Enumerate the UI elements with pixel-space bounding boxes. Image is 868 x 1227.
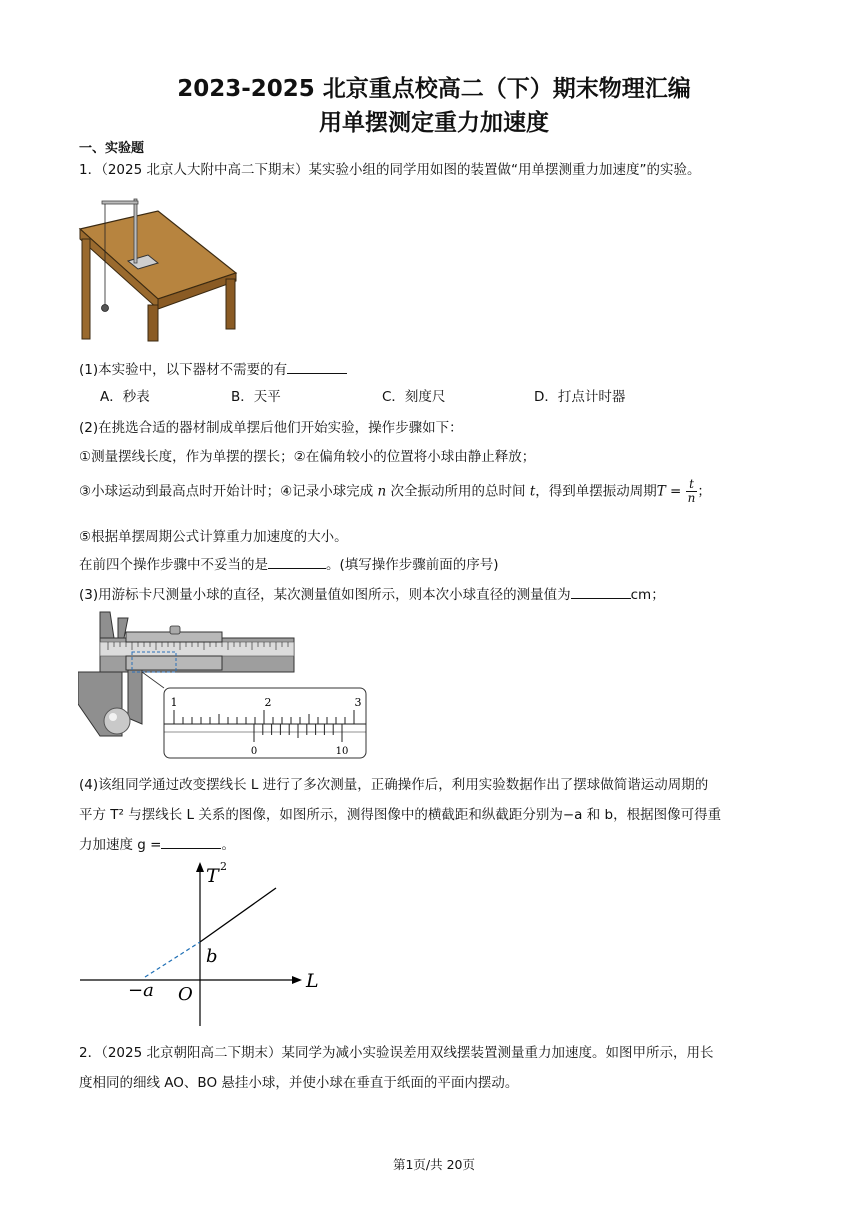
y-axis-label: T — [206, 865, 219, 887]
answer-blank-3[interactable] — [571, 585, 631, 599]
dashed-extension-line — [145, 942, 200, 977]
y-intercept-label: b — [206, 946, 218, 967]
option-b: B．天平 — [231, 389, 281, 405]
caliper-vernier-label-10: 10 — [335, 746, 349, 757]
q2-line2: 度相同的细线 AO、BO 悬挂小球，并使小球在垂直于纸面的平面内摆动。 — [79, 1075, 519, 1091]
q1-part4-line3: 力加速度 g = 。 — [79, 837, 235, 853]
option-d: D．打点计时器 — [534, 389, 626, 405]
page-footer: 第1页/共 20页 — [392, 1157, 476, 1172]
q2-line1: 2．（2025 北京朝阳高二下期末）某同学为减小实验误差用双线摆装置测量重力加速度。如图甲所示，用长 — [79, 1045, 714, 1061]
option-a: A．秒表 — [100, 389, 150, 405]
vernier-caliper-figure — [78, 608, 370, 760]
option-c: C．刻度尺 — [382, 389, 446, 405]
answer-blank-2[interactable] — [268, 555, 326, 569]
q1-steps-3-4: ③小球运动到最高点时开始计时；④记录小球完成 n 次全振动所用的总时间 t，得到单摆振动周期T = $\frac{t}{n}$ ； — [79, 477, 711, 505]
q1-part3: (3)用游标卡尺测量小球的直径，某次测量值如图所示，则本次小球直径的测量值为 cm； — [79, 587, 665, 603]
origin-label: O — [178, 984, 193, 1005]
y-axis-arrow — [196, 862, 204, 872]
q1-part4-line1: (4)该组同学通过改变摆线长 L 进行了多次测量，正确操作后，利用实验数据作出了摆球做简谐运动周期的 — [79, 777, 709, 793]
answer-blank-4[interactable] — [161, 835, 221, 849]
page-subtitle: 用单摆测定重力加速度 — [319, 110, 549, 136]
graph-line — [200, 888, 276, 942]
caliper-vernier-label-0: 0 — [250, 746, 258, 757]
t2-vs-l-graph — [78, 856, 328, 1028]
q1-steps-1-2: ①测量摆线长度，作为单摆的摆长；②在偏角较小的位置将小球由静止释放； — [79, 449, 536, 465]
section-heading: 一、实验题 — [79, 141, 145, 156]
q1-intro: 1．（2025 北京人大附中高二下期末）某实验小组的同学用如图的装置做“用单摆测重力加速度”的实验。 — [79, 162, 701, 178]
period-fraction: $\frac{t}{n}$ — [687, 477, 696, 505]
x-axis-arrow — [292, 976, 302, 984]
caliper-main-label-1: 1 — [170, 696, 178, 709]
q1-part2-question: 在前四个操作步骤中不妥当的是 。(填写操作步骤前面的序号) — [79, 557, 499, 573]
page-title: 2023-2025 北京重点校高二（下）期末物理汇编 — [177, 76, 691, 102]
y-axis-label-superscript: 2 — [220, 860, 227, 873]
x-axis-label: L — [306, 970, 319, 992]
pendulum-table-figure — [78, 193, 238, 343]
q1-part4-line2: 平方 T² 与摆线长 L 关系的图像，如图所示，测得图像中的横截距和纵截距分别为−a 和 b，根据图像可得重 — [79, 807, 722, 823]
x-intercept-label: −a — [128, 980, 154, 1001]
q1-step-5: ⑤根据单摆周期公式计算重力加速度的大小。 — [79, 529, 348, 545]
caliper-main-label-3: 3 — [354, 696, 362, 709]
q1-part2: (2)在挑选合适的器材制成单摆后他们开始实验，操作步骤如下： — [79, 420, 463, 436]
answer-blank-1[interactable] — [287, 360, 347, 374]
q1-part1: (1)本实验中，以下器材不需要的有 — [79, 358, 347, 378]
caliper-main-label-2: 2 — [264, 696, 272, 709]
